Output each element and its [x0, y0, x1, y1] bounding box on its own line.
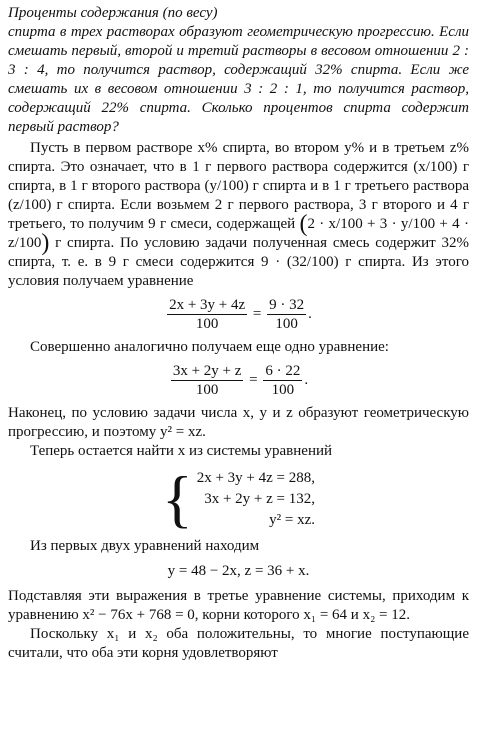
solution-paragraph-2: Совершенно аналогично получаем еще одно уравнение:: [30, 339, 389, 356]
equation-system: [8, 463, 469, 535]
eq2-rhs-denominator: 100: [271, 382, 295, 399]
eq2-lhs-denominator: 100: [195, 382, 219, 399]
eq2-equals: =: [249, 372, 258, 389]
problem-text: спирта в трех растворах образуют геометрическую прогрессию. Если смешать первый, второй и третий растворы в весовом отношении 2 : 3 : 4, то получится раствор, содержащий 32% спирта. Если же смешать их в весовом отношении 3 : 2 : 1, то получится раствор, содержащий 22% спирта. Сколько процентов спирта содержит первый раствор?: [8, 24, 469, 135]
eq1-rhs-denominator: 100: [275, 316, 298, 333]
equation-2: $\frac{3x + 2y + z}{100}$ = $\frac{6 \cdot 22}{100}$ .: [172, 363, 309, 399]
solution-para1-tail: г спирта. По условию задачи полученная смесь содержит 32% спирта, т. е. в 9 г смеси содержится 9 · (32/100) г спирта. Из этого условия получаем уравнение: [8, 235, 470, 290]
result-1: y = 48 − 2x, z = 36 + x.: [167, 563, 310, 580]
system-line-3: y² = xz.: [269, 511, 315, 528]
eq1-lhs-denominator: 100: [195, 316, 219, 333]
eq2-lhs-numerator: 3x + 2y + z: [172, 363, 242, 380]
inline-expression-text: 2 · x/100 + 3 · y/100 + 4 · z/100: [8, 216, 469, 252]
eq1-equals: =: [252, 306, 262, 323]
eq1-rhs-numerator: 9 · 32: [269, 297, 305, 314]
system-line-1: 2x + 3y + 4z = 288,: [196, 469, 315, 486]
solution-paragraph-1: [8, 139, 469, 291]
solution-para1-text: Пусть в первом растворе x% спирта, во втором y% и в третьем z% спирта. Это означает, что в 1 г первого раствора содержится (x/100) г спирта, в 1 г второго раствора (y/100) г спирта и в 1 г третьего раствора (z/100) г спирта. Если возьмем 2 г первого раствора, 3 г второго и 4 г третьего, то получим 9 г смеси, содержащей: [8, 140, 469, 232]
system-line-2: 3x + 2y + z = 132,: [204, 490, 315, 507]
system-brace: {: [161, 463, 193, 535]
solution-paragraph-4: Теперь остается найти x из системы уравнений: [30, 443, 333, 460]
eq2-rhs-numerator: 6 · 22: [265, 363, 301, 380]
solution-paragraph-7: Поскольку x₁ и x₂ оба положительны, то многие поступающие считали, что оба эти корня удовлетворяют: [8, 626, 469, 662]
solution-paragraph-5: Из первых двух уравнений находим: [30, 538, 260, 555]
inline-expression: (2 · x/100 + 3 · y/100 + 4 · z/100): [8, 211, 469, 257]
solution-paragraph-6: Подставляя эти выражения в третье уравнение системы, приходим к уравнению x² − 76x + 768 = 0, корни которого x₁ = 64 и x₂ = 12.: [8, 588, 469, 624]
eq1-lhs-numerator: 2x + 3y + 4z: [169, 297, 246, 314]
equation-1: $\frac{2x + 3y + 4z}{100}$ = $\frac{9 \cdot 32}{100}$ .: [169, 297, 312, 333]
problem-statement: [8, 4, 469, 137]
problem-title: Проценты содержания (по весу): [8, 5, 218, 21]
solution-paragraph-3: Наконец, по условию задачи числа x, y и z образуют геометрическую прогрессию, и поэтому y² = xz.: [8, 405, 469, 441]
